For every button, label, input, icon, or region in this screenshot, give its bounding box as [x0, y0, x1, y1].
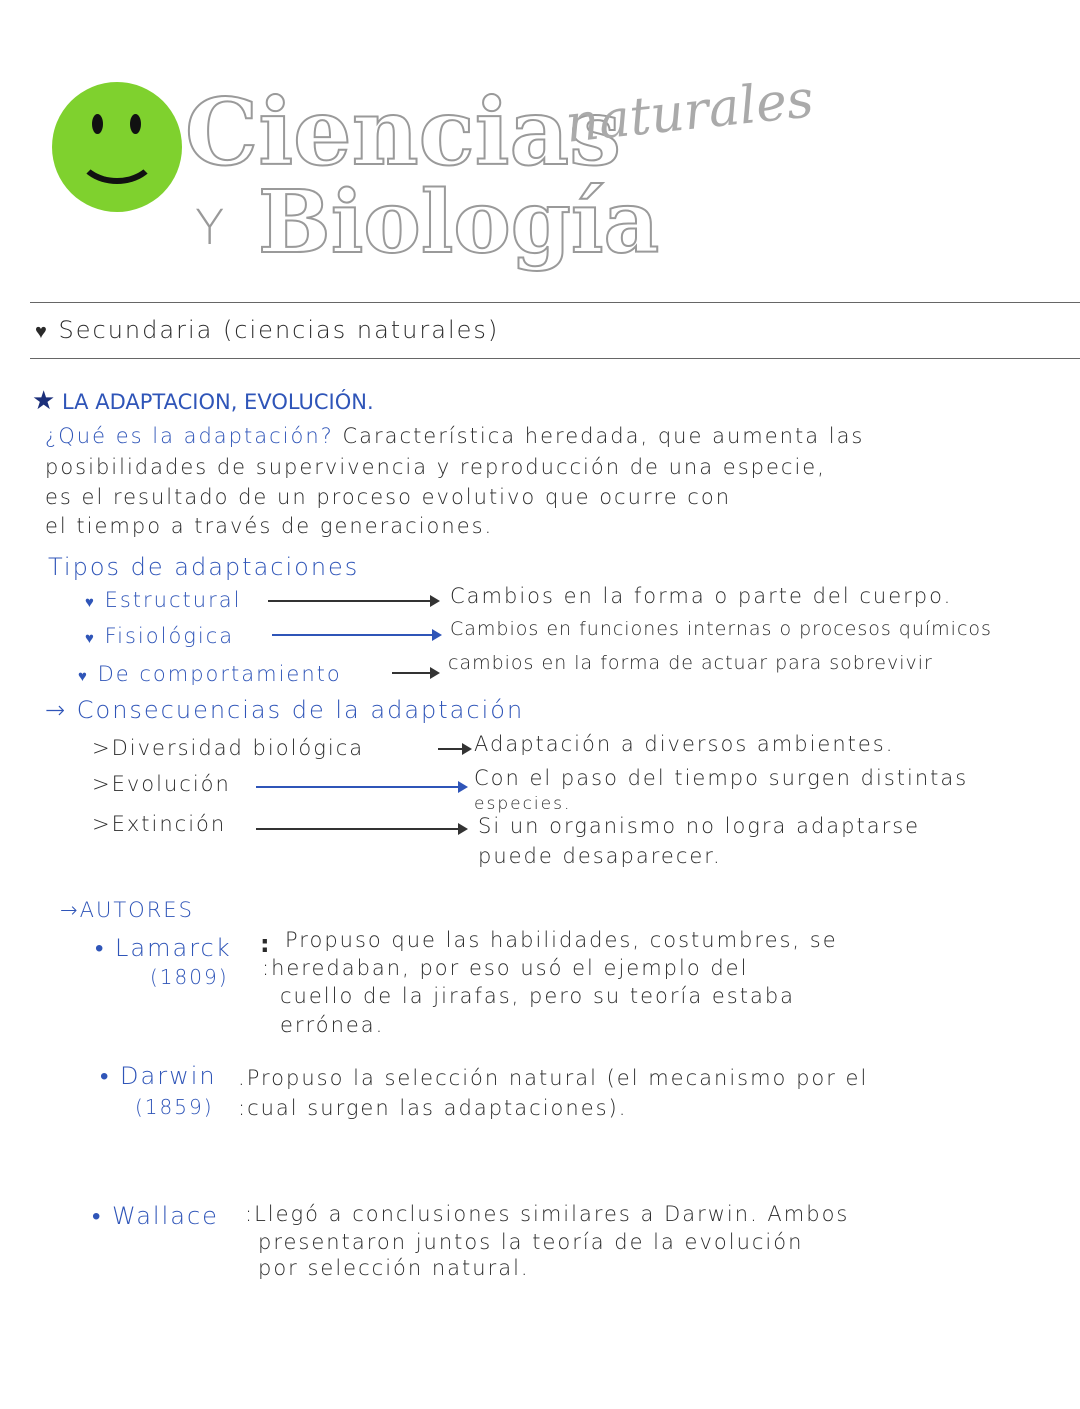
type-name: Estructural	[104, 588, 242, 612]
author-darwin: • Darwin	[100, 1062, 217, 1090]
consequence-desc-2: especies.	[474, 794, 572, 814]
arrow	[268, 600, 438, 602]
smiley-face-sticker	[52, 82, 182, 212]
author-name: Lamarck	[115, 934, 232, 962]
type-name-estructural	[85, 588, 241, 612]
author-name: Wallace	[112, 1202, 219, 1230]
authors-text: AUTORES	[79, 898, 194, 922]
types-heading: Tipos de adaptaciones	[48, 553, 360, 581]
definition-line-2: posibilidades de supervivencia y reproducción de una especie,	[45, 455, 826, 479]
divider	[30, 302, 1080, 303]
consequence-name: >Evolución	[92, 772, 231, 796]
author-text-colon: :cual surgen las adaptaciones).	[238, 1096, 628, 1120]
consequence-desc: Si un organismo no logra adaptarse	[478, 814, 921, 838]
arrow	[256, 828, 466, 830]
author-text: Propuso que las habilidades, costumbres, se	[285, 928, 838, 952]
author-text-colon: :Llegó a conclusiones similares a Darwin. Ambos	[245, 1202, 850, 1226]
definition-line-1	[45, 424, 864, 448]
author-text: errónea.	[280, 1013, 385, 1037]
heart-icon: ♥	[85, 593, 96, 611]
consequence-desc: Adaptación a diversos ambientes.	[474, 732, 895, 756]
star-icon: ★	[32, 386, 56, 416]
title-ciencias: Ciencias	[185, 78, 621, 186]
consequences-heading: → Consecuencias de la adaptación	[45, 696, 525, 724]
definition-line-4: el tiempo a través de generaciones.	[45, 514, 494, 538]
definition-text: Característica heredada, que aumenta las	[342, 424, 865, 448]
definition-line-3: es el resultado de un proceso evolutivo que ocurre con	[45, 485, 732, 509]
colon: :	[260, 930, 270, 958]
consequence-name: >Diversidad biológica	[92, 736, 365, 760]
type-name: De comportamiento	[97, 662, 342, 686]
arrow	[256, 786, 466, 788]
section-label	[35, 316, 499, 344]
author-text: Llegó a conclusiones similares a Darwin. Ambos	[254, 1202, 850, 1226]
consequence-name: >Extinción	[92, 812, 227, 836]
author-wallace: • Wallace	[92, 1202, 219, 1230]
title-biologia: Biología	[258, 172, 660, 273]
smiley-mouth	[76, 122, 158, 184]
author-text: cual surgen las adaptaciones).	[247, 1096, 628, 1120]
authors-heading: →AUTORES	[60, 898, 194, 922]
heart-icon: ♥	[85, 629, 96, 647]
title-y: Y	[195, 200, 225, 256]
author-text: por selección natural.	[258, 1256, 530, 1280]
consequence-desc: Con el paso del tiempo surgen distintas	[474, 766, 969, 790]
consequence-desc-2: puede desaparecer.	[478, 844, 722, 868]
type-name-comportamiento	[78, 662, 342, 686]
author-name: Darwin	[120, 1062, 217, 1090]
arrow	[392, 672, 438, 674]
definition-question: ¿Qué es la adaptación?	[45, 424, 334, 448]
type-name-fisiologica	[85, 624, 234, 648]
type-name: Fisiológica	[104, 624, 235, 648]
author-text: presentaron juntos la teoría de la evolución	[258, 1230, 804, 1254]
author-text-colon: :heredaban, por eso usó el ejemplo del	[262, 956, 749, 980]
arrow	[272, 634, 440, 636]
author-year: (1809)	[150, 965, 229, 989]
type-desc: Cambios en funciones internas o procesos químicos	[450, 618, 992, 640]
author-text: heredaban, por eso usó el ejemplo del	[271, 956, 749, 980]
divider	[30, 358, 1080, 359]
author-lamarck: • Lamarck	[95, 934, 232, 962]
author-text: Propuso la selección natural (el mecanismo por el	[246, 1066, 869, 1090]
type-desc: cambios en la forma de actuar para sobrevivir	[448, 652, 933, 674]
author-text-colon: .Propuso la selección natural (el mecanismo por el	[238, 1066, 869, 1090]
heart-icon: ♥	[78, 667, 89, 685]
title-naturales: naturales	[562, 69, 817, 155]
heart-icon: ♥	[35, 319, 49, 343]
section-text: Secundaria (ciencias naturales)	[58, 316, 500, 344]
topic-text: LA ADAPTACION, EVOLUCIÓN.	[62, 390, 374, 414]
topic-title	[32, 386, 374, 416]
type-desc: Cambios en la forma o parte del cuerpo.	[450, 584, 953, 608]
consequences-text: Consecuencias de la adaptación	[76, 696, 525, 724]
author-year: (1859)	[135, 1095, 214, 1119]
arrow	[438, 748, 470, 750]
author-text: cuello de la jirafas, pero su teoría estaba	[280, 984, 796, 1008]
